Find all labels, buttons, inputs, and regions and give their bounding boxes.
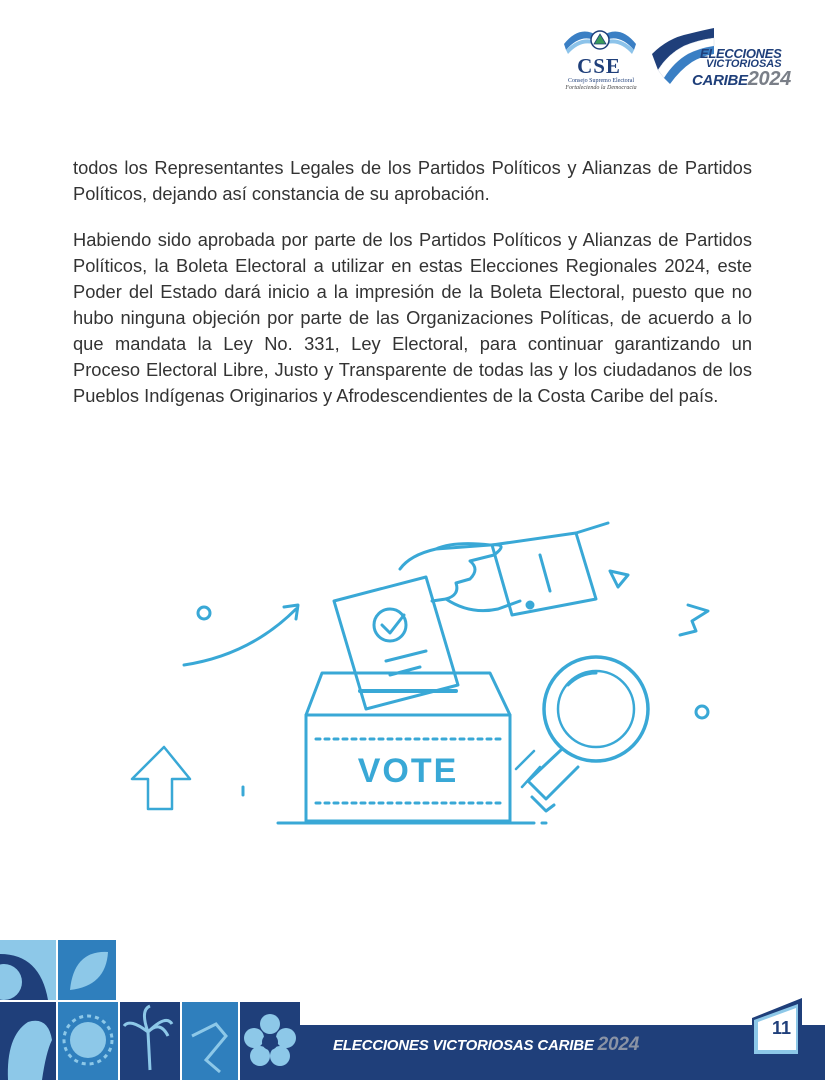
cse-tagline: Fortaleciendo la Democracia	[565, 85, 637, 91]
paragraph-2-text: Habiendo sido aprobada por parte de los Partidos Políticos y Alianzas de Partidos Políticos, la Boleta Electoral a utilizar en estas Elecciones Regionales 2024, este Poder del Estado dará inicio a la impresión de la Boleta Electoral, puesto que no hubo ninguna objeción por parte de las Organizaciones Políticas, de acuerdo a lo que mandata la Ley No. 331, Ley Electoral, para continuar garantizando un Proceso Electoral Libre, Justo y Transparente de todas las y los ciudadanos de los Pueblos Indígenas Originarios y Afrodescendientes de la Costa Caribe del país.	[73, 229, 752, 406]
decor-triangle-icon	[610, 571, 628, 587]
cse-full-name: Consejo Supremo Electoral	[568, 78, 634, 84]
footer-title-text: ELECCIONES VICTORIOSAS CARIBE	[333, 1037, 594, 1054]
cse-abbr: CSE	[577, 54, 621, 78]
decor-zigzag-icon	[680, 605, 708, 635]
paragraph-approval	[73, 227, 752, 409]
ballot-box-lid-icon	[306, 673, 510, 715]
campaign-logo-year: 2024	[747, 68, 791, 90]
ballot-check-circle-icon	[374, 609, 406, 641]
sun-icon	[70, 1022, 106, 1058]
paragraph-continuation	[73, 155, 752, 207]
footer-title	[333, 1034, 639, 1056]
campaign-logo-line3	[692, 68, 791, 91]
campaign-logo	[648, 24, 808, 94]
page-number: 11	[772, 1018, 792, 1038]
ballot-checkmark-icon	[382, 615, 404, 633]
campaign-logo-line1: ELECCIONES	[700, 46, 782, 61]
footer-title-year: 2024	[597, 1034, 640, 1055]
ballot-box-vote-label: VOTE	[357, 752, 459, 790]
cse-name-block	[562, 78, 640, 92]
magnifier-handle-icon	[528, 749, 578, 799]
cse-logo	[560, 22, 650, 94]
paragraph-1-text: todos los Representantes Legales de los Partidos Políticos y Alianzas de Partidos Políticos, dejando así constancia de su aprobación.	[73, 157, 752, 204]
footer-decorative-tiles	[0, 940, 300, 1080]
nicaragua-emblem-icon	[560, 22, 640, 58]
campaign-logo-line2: VICTORIOSAS	[706, 58, 782, 70]
decor-up-arrow-icon	[132, 747, 190, 809]
campaign-logo-caribe: CARIBE	[692, 72, 748, 89]
decor-circle-right-icon	[696, 706, 708, 718]
vote-illustration	[110, 505, 720, 865]
decor-circle-left-icon	[198, 607, 210, 619]
